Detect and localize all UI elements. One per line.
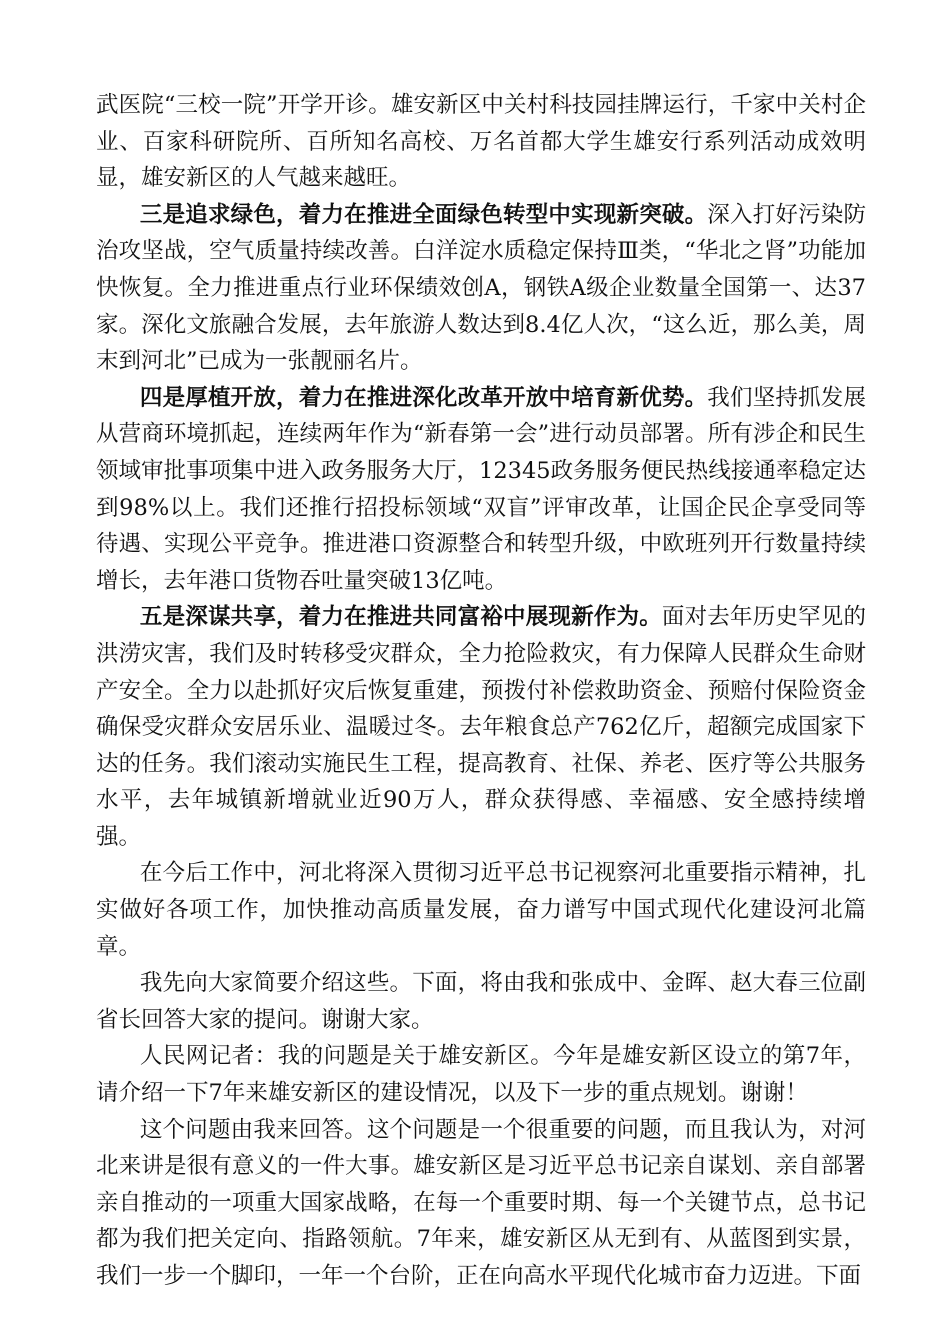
paragraph-green-transition <box>96 197 866 380</box>
paragraph-text: 我们坚持抓发展从营商环境抓起，连续两年作为“新春第一会”进行动员部署。所有涉企和民生领域审批事项集中进入政务服务大厅，12345政务服务便民热线接通率稳定达到98%以上。我们还推行招投标领域“双盲”评审改革，让国企民企享受同等待遇、实现公平竞争。推进港口资源整合和转型升级，中欧班列开行数量持续增长，去年港口货物吞吐量突破13亿吨。 <box>96 384 866 594</box>
paragraph-text: 我先向大家简要介绍这些。下面，将由我和张成中、金晖、赵大春三位副省长回答大家的提问。谢谢大家。 <box>96 970 866 1033</box>
paragraph-answer <box>96 1112 866 1295</box>
paragraph-heading: 三是追求绿色，着力在推进全面绿色转型中实现新突破。 <box>139 201 708 228</box>
paragraph-reporter-question <box>96 1038 866 1111</box>
paragraph-opening-up <box>96 380 866 600</box>
paragraph-text: 深入打好污染防治攻坚战，空气质量持续改善。白洋淀水质稳定保持Ⅲ类，“华北之肾”功能加快恢复。全力推进重点行业环保绩效创A，钢铁A级企业数量全国第一、达37家。深化文旅融合发展，去年旅游人数达到8.4亿人次，“这么近，那么美，周末到河北”已成为一张靓丽名片。 <box>96 201 866 375</box>
paragraph-text: 在今后工作中，河北将深入贯彻习近平总书记视察河北重要指示精神，扎实做好各项工作，加快推动高质量发展，奋力谱写中国式现代化建设河北篇章。 <box>96 860 866 960</box>
paragraph-continuation <box>96 87 866 197</box>
paragraph-future-work <box>96 855 866 965</box>
paragraph-heading: 四是厚植开放，着力在推进深化改革开放中培育新优势。 <box>139 384 708 411</box>
paragraph-text: 人民网记者：我的问题是关于雄安新区。今年是雄安新区设立的第7年，请介绍一下7年来雄安新区的建设情况，以及下一步的重点规划。谢谢！ <box>96 1043 866 1107</box>
paragraph-heading: 五是深谋共享，着力在推进共同富裕中展现新作为。 <box>139 604 662 631</box>
paragraph-text: 武医院“三校一院”开学开诊。雄安新区中关村科技园挂牌运行，千家中关村企业、百家科研院所、百所知名高校、万名首都大学生雄安行系列活动成效明显，雄安新区的人气越来越旺。 <box>96 92 866 192</box>
document-page <box>96 87 866 1295</box>
paragraph-text: 这个问题由我来回答。这个问题是一个很重要的问题，而且我认为，对河北来讲是很有意义的一件大事。雄安新区是习近平总书记亲自谋划、亲自部署亲自推动的一项重大国家战略，在每一个重要时期、每一个关键节点，总书记都为我们把关定向、指路领航。7年来，雄安新区从无到有、从蓝图到实景，我们一步一个脚印，一年一个台阶，正在向高水平现代化城市奋力迈进。下面 <box>96 1116 866 1289</box>
paragraph-common-prosperity <box>96 599 866 855</box>
paragraph-intro-closing <box>96 965 866 1038</box>
paragraph-text: 面对去年历史罕见的洪涝灾害，我们及时转移受灾群众，全力抢险救灾，有力保障人民群众生命财产安全。全力以赴抓好灾后恢复重建，预拨付补偿救助资金、预赔付保险资金确保受灾群众安居乐业、温暖过冬。去年粮食总产762亿斤，超额完成国家下达的任务。我们滚动实施民生工程，提高教育、社保、养老、医疗等公共服务水平，去年城镇新增就业近90万人，群众获得感、幸福感、安全感持续增强。 <box>96 604 866 850</box>
